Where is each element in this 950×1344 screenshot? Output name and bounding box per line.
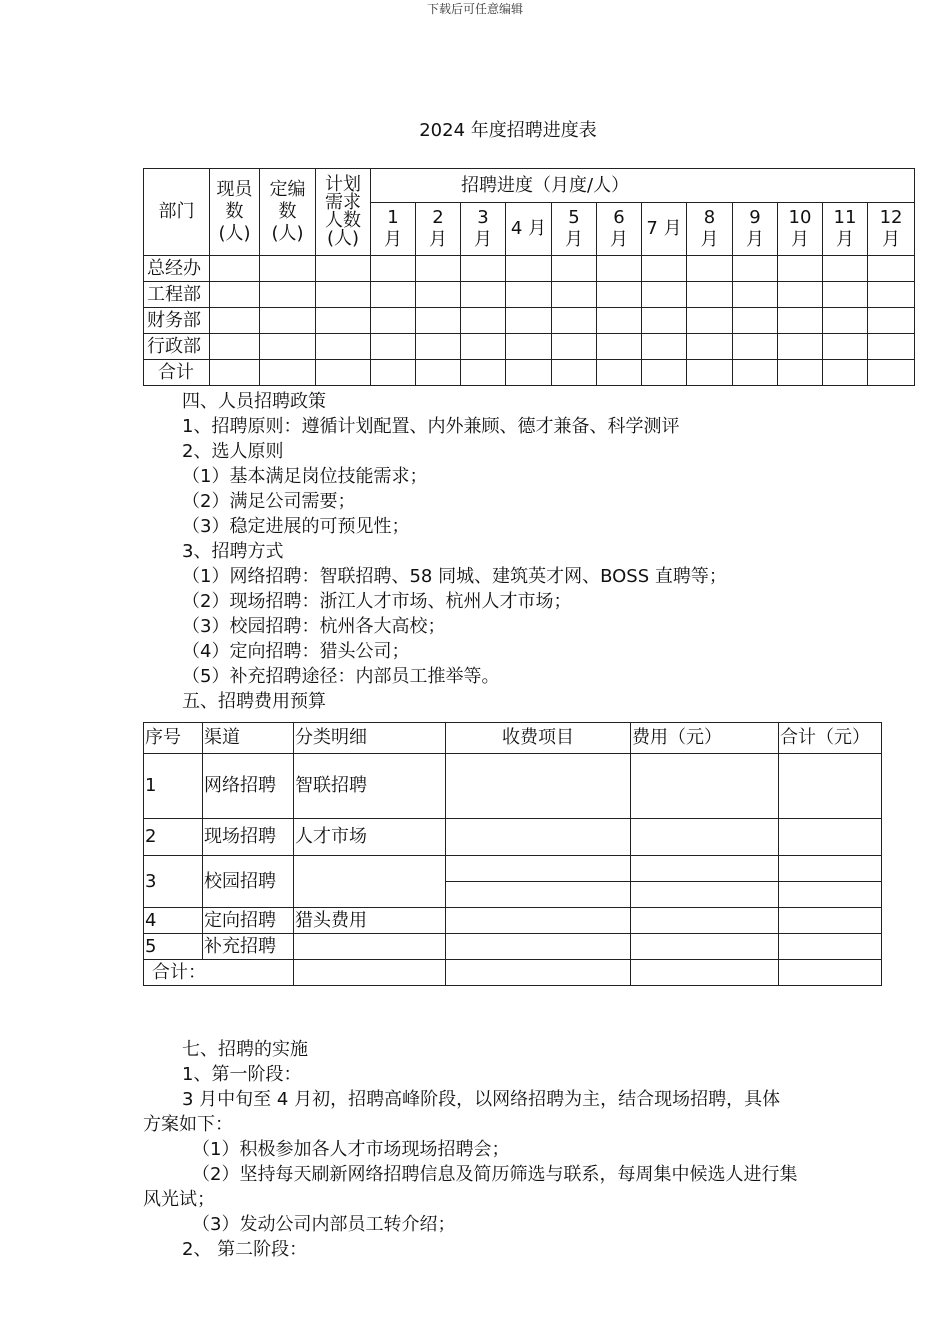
empty-cell	[506, 282, 552, 308]
stage1-paragraph-cont: 方案如下：	[143, 1114, 233, 1135]
empty-cell	[371, 308, 416, 334]
row-number: 1	[144, 754, 203, 819]
empty-cell	[461, 360, 506, 386]
policy-line: （5）补充招聘途径：内部员工推举等。	[182, 666, 500, 687]
empty-cell	[868, 308, 915, 334]
empty-cell	[416, 282, 461, 308]
channel-cell: 补充招聘	[203, 934, 294, 960]
empty-cell	[316, 308, 371, 334]
table-row	[144, 256, 915, 282]
empty-cell	[416, 334, 461, 360]
empty-cell	[823, 308, 868, 334]
empty-cell	[642, 256, 687, 282]
table-row	[144, 334, 915, 360]
empty-cell	[210, 360, 260, 386]
month-header: 4 月	[506, 203, 552, 256]
month-header: 2 月	[416, 203, 461, 256]
month-header: 1 月	[371, 203, 416, 256]
empty-cell	[687, 308, 733, 334]
page-header-note: 下载后可任意编辑	[426, 2, 523, 16]
policy-line: 1、招聘原则：遵循计划配置、内外兼顾、德才兼备、科学测评	[182, 416, 680, 437]
empty-cell	[778, 334, 823, 360]
empty-cell	[778, 360, 823, 386]
budget-header-row	[144, 723, 882, 754]
dept-header: 部门	[144, 169, 210, 256]
month-header: 6 月	[597, 203, 642, 256]
empty-cell	[506, 256, 552, 282]
empty-cell	[868, 334, 915, 360]
empty-cell	[506, 334, 552, 360]
empty-cell	[597, 360, 642, 386]
empty-cell	[733, 308, 778, 334]
table-row	[144, 856, 882, 882]
empty-cell	[733, 360, 778, 386]
empty-cell	[210, 308, 260, 334]
empty-cell	[823, 282, 868, 308]
section4-heading: 四、人员招聘政策	[182, 391, 326, 412]
col-header: 收费项目	[446, 723, 631, 754]
empty-cell	[823, 360, 868, 386]
month-header: 8 月	[687, 203, 733, 256]
empty-cell	[260, 282, 316, 308]
empty-cell	[733, 256, 778, 282]
empty-cell	[506, 360, 552, 386]
empty-cell	[461, 282, 506, 308]
col-header: 分类明细	[294, 723, 446, 754]
empty-cell	[210, 282, 260, 308]
row-number: 3	[144, 856, 203, 908]
section7-heading: 七、招聘的实施	[182, 1039, 308, 1060]
progress-header: 招聘进度（月度/人）	[371, 169, 915, 203]
stage1-item: （2）坚持每天刷新网络招聘信息及简历筛选与联系，每周集中候选人进行集	[192, 1164, 798, 1185]
empty-cell	[371, 282, 416, 308]
empty-cell	[687, 334, 733, 360]
empty-cell	[823, 256, 868, 282]
empty-cell	[597, 308, 642, 334]
policy-line: （1）网络招聘：智联招聘、58 同城、建筑英才网、BOSS 直聘等；	[182, 566, 727, 587]
empty-cell	[687, 360, 733, 386]
stage1-item: （1）积极参加各人才市场现场招聘会；	[192, 1139, 510, 1160]
empty-cell	[642, 334, 687, 360]
empty-cell	[316, 282, 371, 308]
recruitment-progress-table	[143, 168, 915, 386]
empty-cell	[552, 360, 597, 386]
recruitment-budget-table	[143, 722, 882, 986]
empty-cell	[316, 256, 371, 282]
empty-cell	[733, 282, 778, 308]
col-header: 合计（元）	[779, 723, 882, 754]
section5-heading: 五、招聘费用预算	[182, 691, 326, 712]
empty-cell	[597, 282, 642, 308]
table-row	[144, 819, 882, 856]
channel-cell: 定向招聘	[203, 908, 294, 934]
policy-line: （2）满足公司需要；	[182, 491, 356, 512]
empty-cell	[687, 282, 733, 308]
channel-cell: 校园招聘	[203, 856, 294, 908]
stage1-item: （3）发动公司内部员工转介绍；	[192, 1214, 456, 1235]
month-header: 7 月	[642, 203, 687, 256]
policy-line: （2）现场招聘：浙江人才市场、杭州人才市场；	[182, 591, 572, 612]
empty-cell	[461, 334, 506, 360]
detail-cell: 人才市场	[294, 819, 446, 856]
empty-cell	[868, 282, 915, 308]
dept-name: 合计	[144, 360, 210, 386]
empty-cell	[642, 282, 687, 308]
empty-cell	[778, 308, 823, 334]
col-header: 序号	[144, 723, 203, 754]
policy-line: （4）定向招聘：猎头公司；	[182, 641, 410, 662]
row-number: 5	[144, 934, 203, 960]
empty-cell	[210, 256, 260, 282]
empty-cell	[371, 360, 416, 386]
dept-name: 行政部	[144, 334, 210, 360]
dept-name: 总经办	[144, 256, 210, 282]
empty-cell	[506, 308, 552, 334]
table-row	[144, 360, 915, 386]
dept-name: 财务部	[144, 308, 210, 334]
table1-body	[144, 256, 915, 386]
stage1-paragraph: 3 月中旬至 4 月初，招聘高峰阶段，以网络招聘为主，结合现场招聘，具体	[182, 1089, 781, 1110]
empty-cell	[733, 334, 778, 360]
empty-cell	[868, 256, 915, 282]
policy-line: （3）校园招聘：杭州各大高校；	[182, 616, 446, 637]
month-header: 3 月	[461, 203, 506, 256]
detail-cell: 智联招聘	[294, 754, 446, 819]
empty-cell	[778, 256, 823, 282]
total-label: 合计：	[144, 960, 294, 986]
planned-demand-header: 计划 需求 人数 (人)	[316, 169, 371, 256]
detail-cell	[294, 934, 446, 960]
month-header: 10 月	[778, 203, 823, 256]
col-header: 费用（元）	[631, 723, 779, 754]
empty-cell	[260, 256, 316, 282]
detail-cell	[294, 856, 446, 908]
table-row	[144, 754, 882, 819]
policy-line: 3、招聘方式	[182, 541, 284, 562]
detail-cell: 猎头费用	[294, 908, 446, 934]
empty-cell	[416, 308, 461, 334]
policy-line: （1）基本满足岗位技能需求；	[182, 466, 428, 487]
empty-cell	[461, 308, 506, 334]
policy-line: 2、选人原则	[182, 441, 284, 462]
stage1-item-cont: 风光试；	[143, 1189, 215, 1210]
dept-name: 工程部	[144, 282, 210, 308]
empty-cell	[687, 256, 733, 282]
empty-cell	[552, 256, 597, 282]
row-number: 4	[144, 908, 203, 934]
month-header: 11 月	[823, 203, 868, 256]
empty-cell	[597, 334, 642, 360]
table-row	[144, 908, 882, 934]
policy-line: （3）稳定进展的可预见性；	[182, 516, 410, 537]
empty-cell	[316, 360, 371, 386]
empty-cell	[552, 282, 597, 308]
table-row	[144, 308, 915, 334]
quota-header: 定编 数 (人)	[260, 169, 316, 256]
total-row	[144, 960, 882, 986]
empty-cell	[371, 256, 416, 282]
empty-cell	[552, 334, 597, 360]
row-number: 2	[144, 819, 203, 856]
empty-cell	[642, 308, 687, 334]
empty-cell	[416, 256, 461, 282]
empty-cell	[597, 256, 642, 282]
empty-cell	[260, 360, 316, 386]
document-title: 2024 年度招聘进度表	[419, 120, 597, 141]
table-row	[144, 934, 882, 960]
month-header: 9 月	[733, 203, 778, 256]
empty-cell	[778, 282, 823, 308]
empty-cell	[371, 334, 416, 360]
channel-cell: 网络招聘	[203, 754, 294, 819]
empty-cell	[316, 334, 371, 360]
stage1-heading: 1、第一阶段：	[182, 1064, 302, 1085]
table-row	[144, 282, 915, 308]
empty-cell	[260, 334, 316, 360]
current-staff-header: 现员 数 (人)	[210, 169, 260, 256]
empty-cell	[260, 308, 316, 334]
empty-cell	[823, 334, 868, 360]
empty-cell	[461, 256, 506, 282]
stage2-heading: 2、 第二阶段：	[182, 1239, 308, 1260]
month-header: 5 月	[552, 203, 597, 256]
empty-cell	[868, 360, 915, 386]
empty-cell	[210, 334, 260, 360]
month-header: 12 月	[868, 203, 915, 256]
empty-cell	[552, 308, 597, 334]
col-header: 渠道	[203, 723, 294, 754]
empty-cell	[416, 360, 461, 386]
empty-cell	[642, 360, 687, 386]
channel-cell: 现场招聘	[203, 819, 294, 856]
